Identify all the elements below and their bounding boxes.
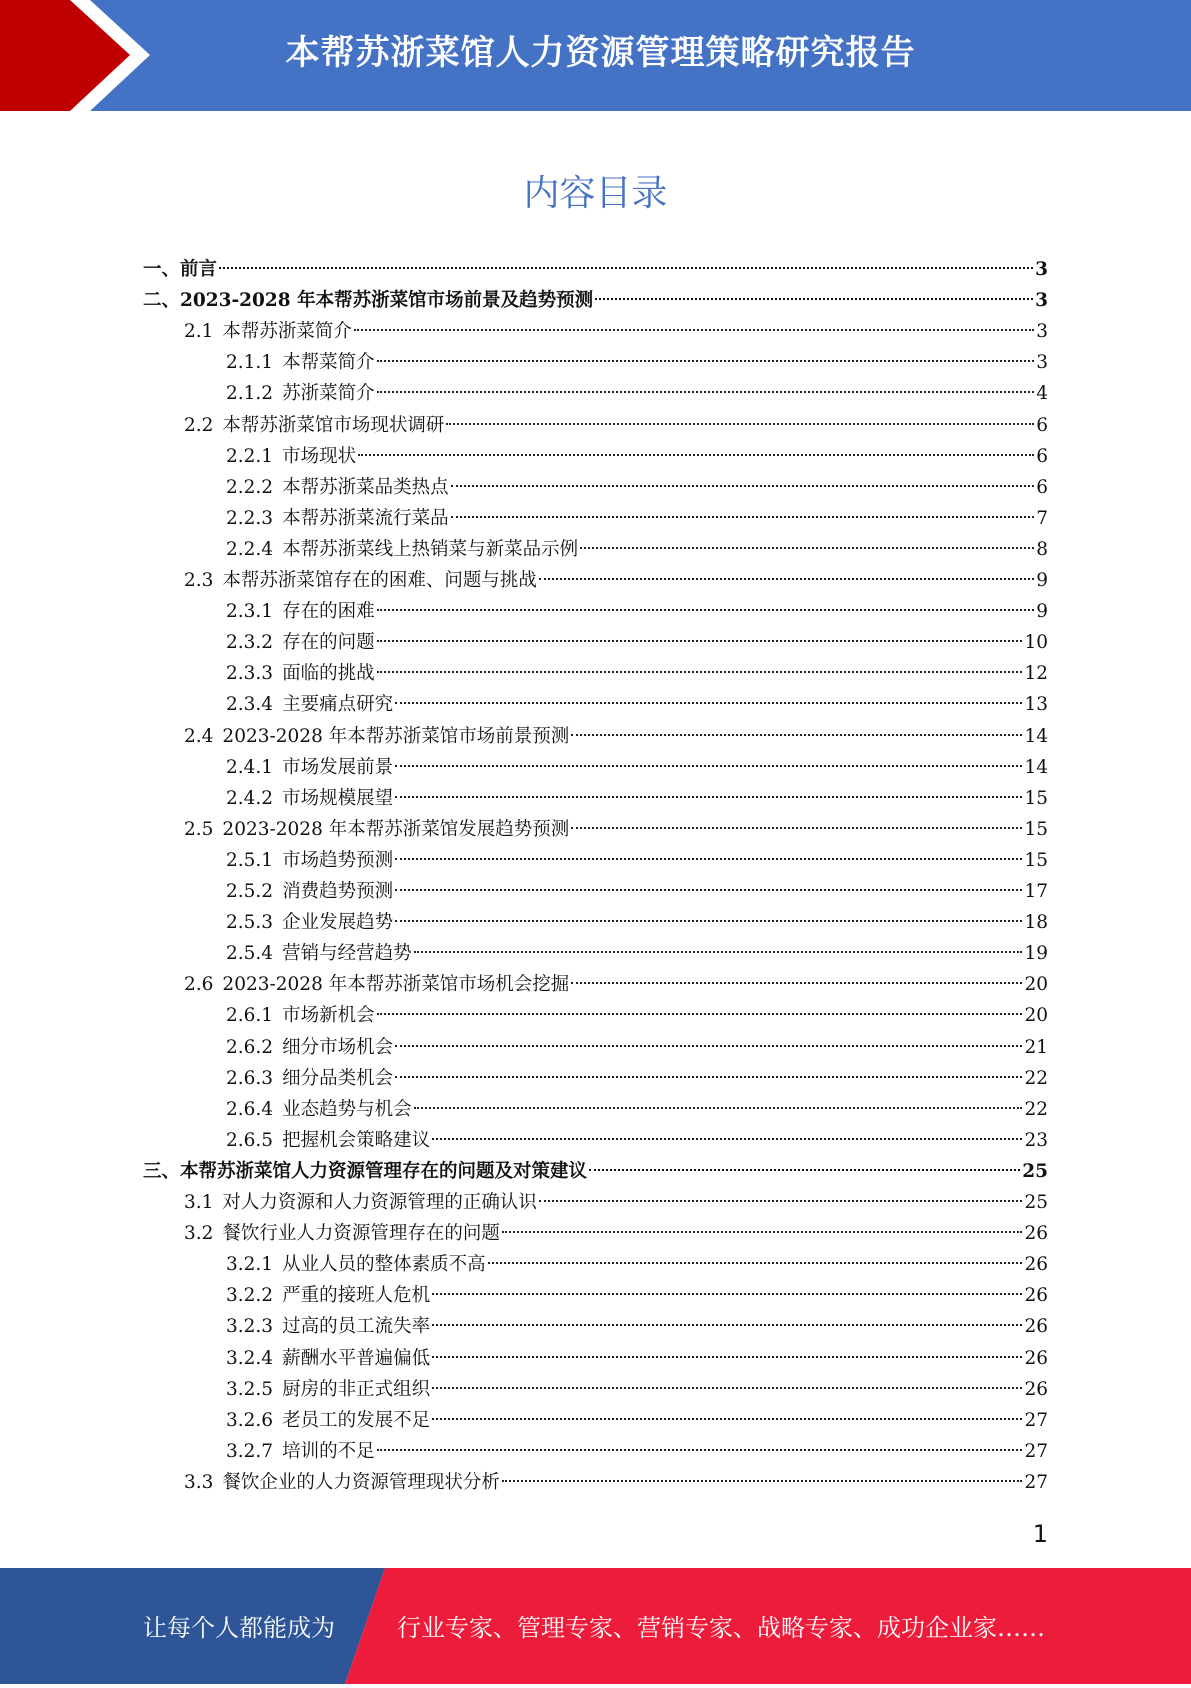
- toc-entry[interactable]: [226, 596, 1048, 627]
- toc-entry-page: 26: [1024, 1316, 1048, 1338]
- toc-dot-leader: [377, 360, 1035, 362]
- toc-entry-number: 3.2.5: [226, 1378, 274, 1400]
- toc-entry-number: 2.4: [184, 725, 214, 747]
- toc-dot-leader: [451, 485, 1035, 487]
- toc-dot-leader: [377, 1449, 1023, 1451]
- toc-entry-number: 2.4.2: [226, 787, 274, 809]
- toc-entry-title: 餐饮企业的人力资源管理现状分析: [222, 1471, 500, 1493]
- toc-entry-title: 把握机会策略建议: [282, 1129, 431, 1151]
- toc-entry-page: 18: [1024, 912, 1048, 934]
- toc-dot-leader: [395, 889, 1022, 891]
- toc-dot-leader: [432, 1418, 1022, 1420]
- toc-entry[interactable]: [226, 1374, 1048, 1405]
- toc-entry-number: 3.2.2: [226, 1285, 274, 1307]
- toc-entry[interactable]: [226, 689, 1048, 720]
- toc-entry-page: 3: [1036, 352, 1048, 374]
- toc-entry[interactable]: [143, 254, 1048, 285]
- toc-entry-title: 本帮苏浙菜品类热点: [282, 476, 449, 498]
- toc-entry-number: 2.6.1: [226, 1005, 274, 1027]
- toc-dot-leader: [395, 1045, 1022, 1047]
- toc-entry-title: 消费趋势预测: [282, 881, 394, 902]
- toc-entry[interactable]: [184, 1218, 1048, 1249]
- toc-dot-leader: [414, 951, 1023, 953]
- toc-entry-number: 3.3: [184, 1471, 214, 1493]
- toc-entry-page: 23: [1024, 1129, 1048, 1151]
- toc-entry-title: 本帮苏浙菜简介: [222, 321, 352, 343]
- toc-entry-number: 2.3.1: [226, 601, 274, 623]
- toc-entry-page: 27: [1024, 1471, 1048, 1493]
- toc-entry-page: 6: [1036, 445, 1048, 467]
- toc-dot-leader: [414, 1107, 1023, 1109]
- toc-entry[interactable]: [226, 783, 1048, 814]
- toc-entry[interactable]: [226, 876, 1048, 907]
- toc-dot-leader: [219, 267, 1033, 269]
- toc-dot-leader: [354, 329, 1034, 331]
- toc-entry-title: 对人力资源和人力资源管理的正确认识: [222, 1192, 537, 1213]
- toc-entry-title: 业态趋势与机会: [282, 1098, 412, 1120]
- toc-entry-page: 25: [1022, 1160, 1048, 1182]
- toc-entry[interactable]: [143, 285, 1048, 316]
- toc-dot-leader: [502, 1231, 1023, 1233]
- toc-entry-number: 2.6.3: [226, 1067, 274, 1089]
- toc-entry-number: 3.2.6: [226, 1409, 274, 1431]
- toc-entry-number: 2.6.5: [226, 1129, 274, 1151]
- page-number: 1: [1032, 1520, 1048, 1548]
- toc-entry-number: 2.4.1: [226, 756, 274, 778]
- toc-entry[interactable]: [184, 969, 1048, 1000]
- toc-entry-title: 严重的接班人危机: [282, 1285, 431, 1307]
- toc-entry-title: 市场趋势预测: [282, 849, 394, 871]
- toc-entry[interactable]: [226, 658, 1048, 689]
- toc-entry-number: 2.6.4: [226, 1098, 274, 1120]
- toc-entry-number: 2.1.2: [226, 383, 274, 405]
- toc-entry[interactable]: [226, 1249, 1048, 1280]
- toc-entry-page: 13: [1024, 694, 1048, 716]
- toc-entry[interactable]: [184, 1467, 1048, 1498]
- toc-entry-page: 22: [1024, 1098, 1048, 1120]
- toc-entry-title: 2023-2028 年本帮苏浙菜馆发展趋势预测: [222, 818, 570, 840]
- toc-entry[interactable]: [226, 1405, 1048, 1436]
- toc-entry[interactable]: [184, 410, 1048, 441]
- toc-dot-leader: [377, 609, 1035, 611]
- toc-entry-page: 3: [1035, 290, 1048, 312]
- toc-entry-number: 3.2.3: [226, 1316, 274, 1338]
- toc-entry-title: 市场规模展望: [282, 787, 394, 809]
- toc-dot-leader: [488, 1262, 1023, 1264]
- toc-entry-title: 本帮苏浙菜线上热销菜与新菜品示例: [282, 538, 579, 560]
- toc-dot-leader: [432, 1138, 1022, 1140]
- toc-entry[interactable]: [226, 472, 1048, 503]
- toc-entry-title: 2023-2028 年本帮苏浙菜馆市场前景及趋势预测: [180, 290, 594, 312]
- toc-entry-number: 2.6: [184, 974, 214, 996]
- toc-entry-number: 2.5: [184, 818, 214, 840]
- toc-entry[interactable]: [226, 907, 1048, 938]
- toc-entry-title: 细分市场机会: [282, 1036, 394, 1058]
- toc-entry-page: 8: [1036, 538, 1048, 560]
- toc-dot-leader: [432, 1387, 1022, 1389]
- toc-dot-leader: [432, 1293, 1022, 1295]
- toc-entry-page: 27: [1024, 1440, 1048, 1462]
- toc-dot-leader: [589, 1169, 1020, 1171]
- toc-entry-page: 20: [1024, 974, 1048, 996]
- toc-entry-title: 本帮苏浙菜馆存在的困难、问题与挑战: [222, 570, 537, 591]
- toc-entry[interactable]: [226, 938, 1048, 969]
- toc-entry-number: 2.2.3: [226, 507, 274, 529]
- toc-entry[interactable]: [184, 814, 1048, 845]
- toc-entry[interactable]: [226, 503, 1048, 534]
- toc-entry[interactable]: [226, 347, 1048, 378]
- toc-entry[interactable]: [226, 378, 1048, 409]
- toc-entry-page: 15: [1024, 787, 1048, 809]
- report-title: 本帮苏浙菜馆人力资源管理策略研究报告: [285, 33, 916, 73]
- page-header: [0, 0, 1191, 111]
- toc-entry-page: 17: [1024, 881, 1048, 902]
- toc-entry[interactable]: [226, 627, 1048, 658]
- toc-entry-page: 12: [1024, 663, 1048, 685]
- toc-entry-title: 主要痛点研究: [282, 694, 394, 716]
- toc-entry[interactable]: [226, 1343, 1048, 1374]
- toc-entry-page: 9: [1036, 570, 1048, 591]
- toc-entry[interactable]: [184, 316, 1048, 347]
- toc-entry[interactable]: [226, 845, 1048, 876]
- toc-entry-title: 薪酬水平普遍偏低: [282, 1347, 431, 1369]
- toc-entry[interactable]: [226, 1032, 1048, 1063]
- toc-dot-leader: [539, 578, 1034, 580]
- toc-entry-page: 14: [1024, 756, 1048, 778]
- toc-entry-title: 过高的员工流失率: [282, 1316, 431, 1338]
- toc-entry[interactable]: [226, 1311, 1048, 1342]
- toc-entry-title: 苏浙菜简介: [282, 383, 375, 405]
- toc-entry-number: 2.6.2: [226, 1036, 274, 1058]
- toc-entry-number: 2.2.4: [226, 538, 274, 560]
- toc-entry[interactable]: [184, 721, 1048, 752]
- toc-entry-title: 存在的困难: [282, 601, 375, 623]
- toc-entry-page: 26: [1024, 1285, 1048, 1307]
- toc-entry-page: 9: [1036, 601, 1048, 623]
- toc-dot-leader: [451, 516, 1035, 518]
- toc-entry-title: 前言: [180, 259, 218, 280]
- toc-entry-page: 3: [1036, 321, 1048, 343]
- footer-tagline: 行业专家、管理专家、营销专家、战略专家、成功企业家……: [397, 1614, 1045, 1642]
- toc-entry-number: 2.2: [184, 414, 214, 436]
- toc-entry[interactable]: [226, 1125, 1048, 1156]
- toc-entry-page: 10: [1024, 632, 1048, 654]
- toc-entry-title: 老员工的发展不足: [282, 1409, 431, 1431]
- toc-entry-title: 市场新机会: [282, 1005, 375, 1027]
- toc-dot-leader: [395, 920, 1022, 922]
- toc-entry[interactable]: [184, 1187, 1048, 1218]
- toc-entry-number: 三、: [143, 1160, 181, 1182]
- toc-entry-title: 存在的问题: [282, 632, 375, 654]
- toc-entry-page: 26: [1024, 1378, 1048, 1400]
- toc-entry-title: 营销与经营趋势: [282, 943, 412, 965]
- toc-dot-leader: [395, 702, 1022, 704]
- toc-entry-page: 15: [1024, 849, 1048, 871]
- page-footer: [0, 1568, 1191, 1684]
- toc-dot-leader: [377, 671, 1023, 673]
- toc-entry-page: 27: [1024, 1409, 1048, 1431]
- toc-entry-page: 7: [1036, 507, 1048, 529]
- toc-entry-page: 6: [1036, 476, 1048, 498]
- toc-entry[interactable]: [226, 1094, 1048, 1125]
- toc-entry-number: 2.1: [184, 321, 214, 343]
- toc-entry-title: 2023-2028 年本帮苏浙菜馆市场前景预测: [222, 725, 570, 747]
- footer-slogan: 让每个人都能成为: [143, 1614, 335, 1642]
- toc-entry-title: 市场现状: [282, 445, 357, 467]
- toc-entry-number: 2.5.1: [226, 849, 274, 871]
- toc-entry-number: 2.3: [184, 570, 214, 591]
- toc-dot-leader: [571, 827, 1022, 829]
- toc-entry-number: 2.5.3: [226, 912, 274, 934]
- toc-entry[interactable]: [226, 752, 1048, 783]
- toc-entry-number: 2.2.2: [226, 476, 274, 498]
- toc-entry-page: 20: [1024, 1005, 1048, 1027]
- toc-dot-leader: [377, 1013, 1023, 1015]
- toc-entry[interactable]: [226, 441, 1048, 472]
- toc-dot-leader: [580, 547, 1034, 549]
- toc-entry-number: 3.2: [184, 1223, 214, 1245]
- toc-entry-title: 餐饮行业人力资源管理存在的问题: [222, 1223, 500, 1245]
- toc-entry-page: 6: [1036, 414, 1048, 436]
- toc-dot-leader: [377, 391, 1035, 393]
- toc-entry[interactable]: [226, 1000, 1048, 1031]
- toc-entry-page: 26: [1024, 1223, 1048, 1245]
- toc-entry-title: 企业发展趋势: [282, 912, 394, 934]
- toc-dot-leader: [446, 423, 1034, 425]
- toc-heading: 内容目录: [523, 173, 668, 214]
- toc-entry[interactable]: [226, 1063, 1048, 1094]
- toc-entry-title: 细分品类机会: [282, 1067, 394, 1089]
- toc-entry[interactable]: [226, 1436, 1048, 1467]
- toc-dot-leader: [358, 454, 1034, 456]
- toc-entry-number: 2.5.4: [226, 943, 274, 965]
- toc-entry-number: 2.3.4: [226, 694, 274, 716]
- toc-dot-leader: [377, 640, 1023, 642]
- toc-entry-page: 4: [1036, 383, 1048, 405]
- toc-dot-leader: [432, 1356, 1022, 1358]
- toc-dot-leader: [595, 298, 1033, 300]
- toc-entry[interactable]: [226, 534, 1048, 565]
- toc-dot-leader: [395, 765, 1022, 767]
- toc-entry-number: 2.3.2: [226, 632, 274, 654]
- toc-dot-leader: [571, 982, 1022, 984]
- toc-entry-number: 二、: [143, 290, 181, 312]
- toc-entry-number: 3.1: [184, 1192, 214, 1213]
- toc-entry-page: 3: [1035, 259, 1048, 280]
- toc-entry-page: 19: [1024, 943, 1048, 965]
- toc-entry-title: 本帮苏浙菜馆市场现状调研: [222, 414, 445, 436]
- toc-entry-title: 厨房的非正式组织: [282, 1378, 431, 1400]
- toc-entry-page: 21: [1024, 1036, 1048, 1058]
- toc-entry-title: 面临的挑战: [282, 663, 375, 685]
- toc-dot-leader: [539, 1200, 1023, 1202]
- toc-entry-number: 2.1.1: [226, 352, 274, 374]
- toc-entry-page: 26: [1024, 1347, 1048, 1369]
- toc-entry-number: 一、: [143, 259, 181, 280]
- toc-entry-number: 2.5.2: [226, 881, 274, 902]
- toc-entry-number: 3.2.4: [226, 1347, 274, 1369]
- toc-entry-number: 2.3.3: [226, 663, 274, 685]
- toc-entry-page: 15: [1024, 818, 1048, 840]
- toc-dot-leader: [395, 1076, 1022, 1078]
- toc-entry-page: 22: [1024, 1067, 1048, 1089]
- toc-entry-page: 25: [1024, 1192, 1048, 1213]
- toc-entry-title: 本帮苏浙菜流行菜品: [282, 507, 449, 529]
- toc-dot-leader: [395, 796, 1022, 798]
- toc-entry-number: 3.2.1: [226, 1254, 274, 1276]
- toc-entry-title: 培训的不足: [282, 1440, 375, 1462]
- toc-entry[interactable]: [143, 1156, 1048, 1187]
- toc-dot-leader: [432, 1324, 1022, 1326]
- toc-dot-leader: [395, 858, 1022, 860]
- toc-dot-leader: [502, 1480, 1023, 1482]
- toc-dot-leader: [571, 734, 1022, 736]
- toc-entry-number: 3.2.7: [226, 1440, 274, 1462]
- toc-entry-page: 26: [1024, 1254, 1048, 1276]
- toc-entry-title: 2023-2028 年本帮苏浙菜馆市场机会挖掘: [222, 974, 570, 996]
- toc-entry-title: 本帮苏浙菜馆人力资源管理存在的问题及对策建议: [180, 1160, 588, 1182]
- toc-entry[interactable]: [226, 1280, 1048, 1311]
- toc-entry-page: 14: [1024, 725, 1048, 747]
- toc-entry-number: 2.2.1: [226, 445, 274, 467]
- toc-entry-title: 市场发展前景: [282, 756, 394, 778]
- toc-entry-title: 本帮菜简介: [282, 352, 375, 374]
- toc-entry-title: 从业人员的整体素质不高: [282, 1254, 486, 1276]
- toc-entry[interactable]: [184, 565, 1048, 596]
